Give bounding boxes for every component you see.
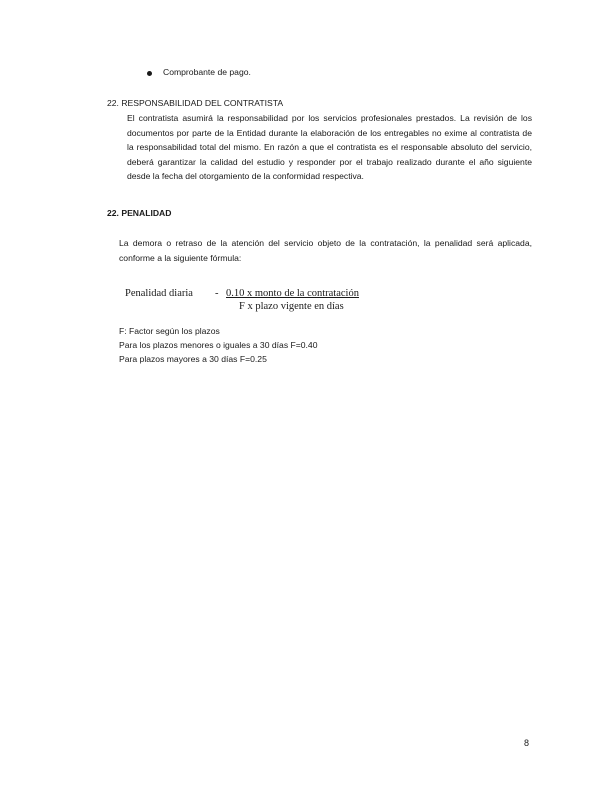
formula-numerator: 0.10 x monto de la contratación <box>226 288 359 299</box>
note-line: Para plazos mayores a 30 días F=0.25 <box>119 354 267 364</box>
bullet-icon <box>147 71 152 76</box>
formula-denominator: F x plazo vigente en días <box>239 301 344 312</box>
note-line: Para los plazos menores o iguales a 30 días F=0.40 <box>119 340 318 350</box>
page-number: 8 <box>524 738 530 748</box>
paragraph-responsabilidad: El contratista asumirá la responsabilidad por los servicios profesionales prestados. La revisión de los documentos por parte de la Entidad durante la elaboración de los entregables no exime al contratista de la responsabilidad total del mismo. En razón a que el contratista es el responsable absoluto del servicio, deberá garantizar la calidad del estudio y responder por el trabajo realizado durante el año siguiente desde la fecha del otorgamiento de la conformidad respectiva. <box>127 113 532 182</box>
bullet-item-text: Comprobante de pago. <box>163 67 251 77</box>
section-title-penalidad: 22. PENALIDAD <box>107 208 172 218</box>
notes-block <box>119 324 318 366</box>
formula-label: Penalidad diaria <box>125 288 193 299</box>
formula-operator: - <box>215 288 219 299</box>
section-title-responsabilidad: 22. RESPONSABILIDAD DEL CONTRATISTA <box>107 98 284 108</box>
note-line: F: Factor según los plazos <box>119 326 220 336</box>
paragraph-penalidad: La demora o retraso de la atención del servicio objeto de la contratación, la penalidad será aplicada, conforme a la siguiente fórmula: <box>119 238 532 263</box>
